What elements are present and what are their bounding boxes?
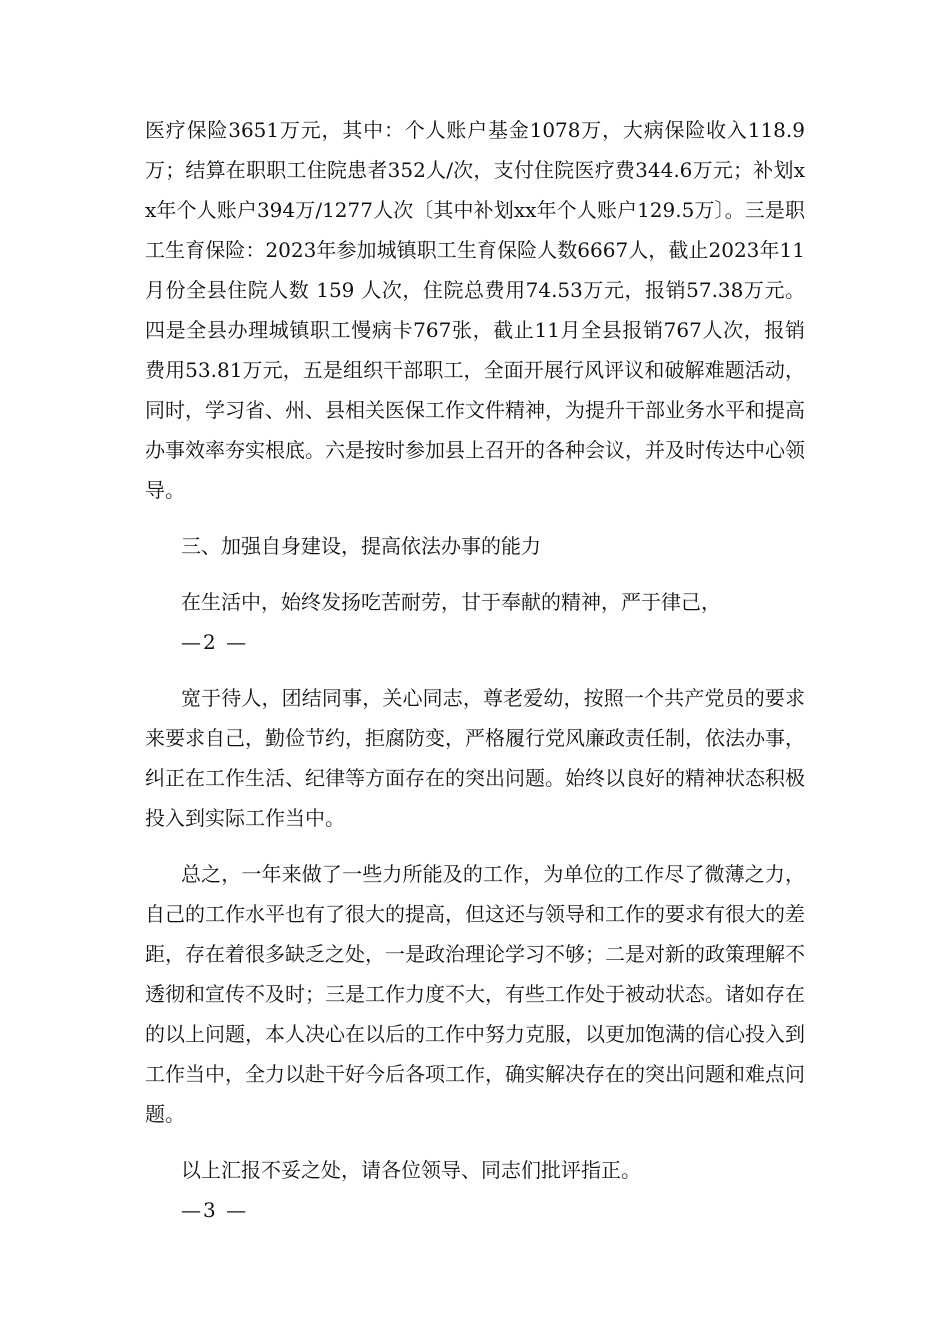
paragraph-medical-insurance: 医疗保险3651万元，其中：个人账户基金1078万，大病保险收入118.9万；结算在职职工住院患者352人/次，支付住院医疗费344.6万元；补划xx年个人账户394万/1277人次〔其中补划xx年个人账户129.5万〕。三是职工生育保险：2023年参加城镇职工生育保险人数6667人，截止2023年11月份全县住院人数 159 人次，住院总费用74.53万元，报销57.38万元。四是全县办理城镇职工慢病卡767张，截止11月全县报销767人次，报销费用53.81万元，五是组织干部职工，全面开展行风评议和破解难题活动，同时，学习省、州、县相关医保工作文件精神，为提升干部业务水平和提高办事效率夯实根底。六是按时参加县上召开的各种会议，并及时传达中心领导。 [145,118,805,502]
section-heading-3: 三、加强自身建设，提高依法办事的能力 [181,534,541,558]
page-number-3: —3 — [181,1198,249,1222]
paragraph-summary: 总之，一年来做了一些力所能及的工作，为单位的工作尽了微薄之力，自己的工作水平也有了很大的提高，但这还与领导和工作的要求有很大的差距，存在着很多缺乏之处，一是政治理论学习不够；二是对新的政策理解不透彻和宣传不及时；三是工作力度不大，有些工作处于被动状态。诸如存在的以上问题，本人决心在以后的工作中努力克服，以更加饱满的信心投入到工作当中，全力以赴干好今后各项工作，确实解决存在的突出问题和难点问题。 [145,862,805,1126]
paragraph-self-discipline: 宽于待人，团结同事，关心同志，尊老爱幼，按照一个共产党员的要求来要求自己，勤俭节约，拒腐防变，严格履行党风廉政责任制，依法办事，纠正在工作生活、纪律等方面存在的突出问题。始终以良好的精神状态积极投入到实际工作当中。 [145,686,805,830]
paragraph-life-attitude: 在生活中，始终发扬吃苦耐劳，甘于奉献的精神，严于律己， [181,590,721,614]
page-number-2: —2 — [181,630,249,654]
paragraph-closing: 以上汇报不妥之处，请各位领导、同志们批评指正。 [181,1158,641,1182]
